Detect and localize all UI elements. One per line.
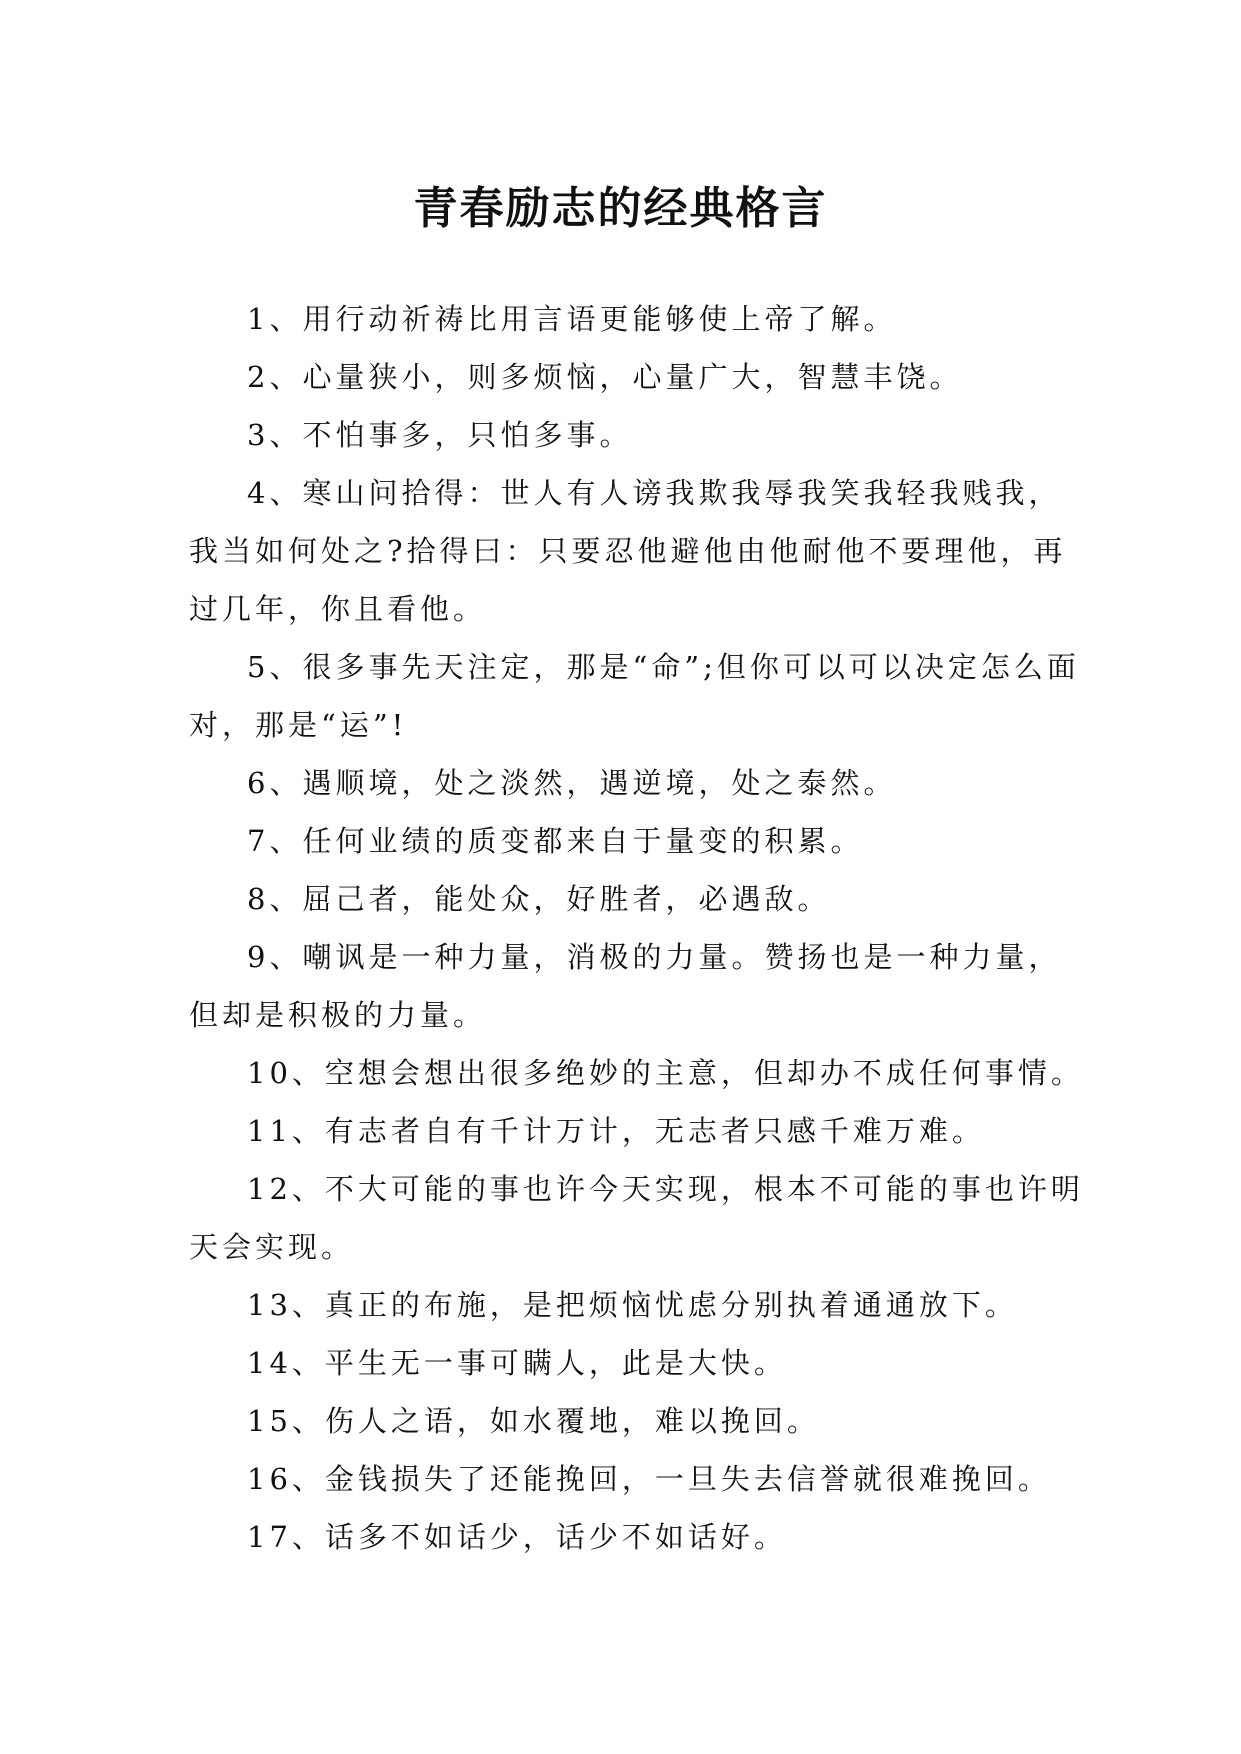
quote-item-2: 2、心量狭小，则多烦恼，心量广大，智慧丰饶。 [247,360,963,394]
quote-item-15: 15、伤人之语，如水覆地，难以挽回。 [247,1404,820,1438]
quote-item-14: 14、平生无一事可瞒人，此是大快。 [247,1346,787,1380]
quote-item-5: 5、很多事先天注定，那是“命”;但你可以可以决定怎么面对，那是“运”! [189,650,1080,742]
quote-item-10: 10、空想会想出很多绝妙的主意，但却办不成任何事情。 [247,1056,1084,1090]
document-title: 青春励志的经典格言 [413,183,828,235]
quote-item-6: 6、遇顺境，处之淡然，遇逆境，处之泰然。 [247,766,897,800]
quote-item-3: 3、不怕事多，只怕多事。 [247,418,633,452]
quote-item-1: 1、用行动祈祷比用言语更能够使上帝了解。 [247,302,897,336]
quote-item-7: 7、任何业绩的质变都来自于量变的积累。 [247,824,864,858]
quote-item-13: 13、真正的布施，是把烦恼忧虑分别执着通通放下。 [247,1288,1018,1322]
quote-item-9: 9、嘲讽是一种力量，消极的力量。赞扬也是一种力量，但却是积极的力量。 [189,940,1062,1032]
quote-item-16: 16、金钱损失了还能挽回，一旦失去信誉就很难挽回。 [247,1462,1051,1496]
quote-item-4: 4、寒山问拾得：世人有人谤我欺我辱我笑我轻我贱我，我当如何处之?拾得曰：只要忍他避他由他耐他不要理他，再过几年，你且看他。 [189,476,1067,626]
quote-list [189,290,1089,1566]
quote-item-12: 12、不大可能的事也许今天实现，根本不可能的事也许明天会实现。 [189,1172,1084,1264]
quote-item-11: 11、有志者自有千计万计，无志者只感千难万难。 [247,1114,985,1148]
quote-item-8: 8、屈己者，能处众，好胜者，必遇敌。 [247,882,831,916]
quote-item-17: 17、话多不如话少，话少不如话好。 [247,1520,787,1554]
